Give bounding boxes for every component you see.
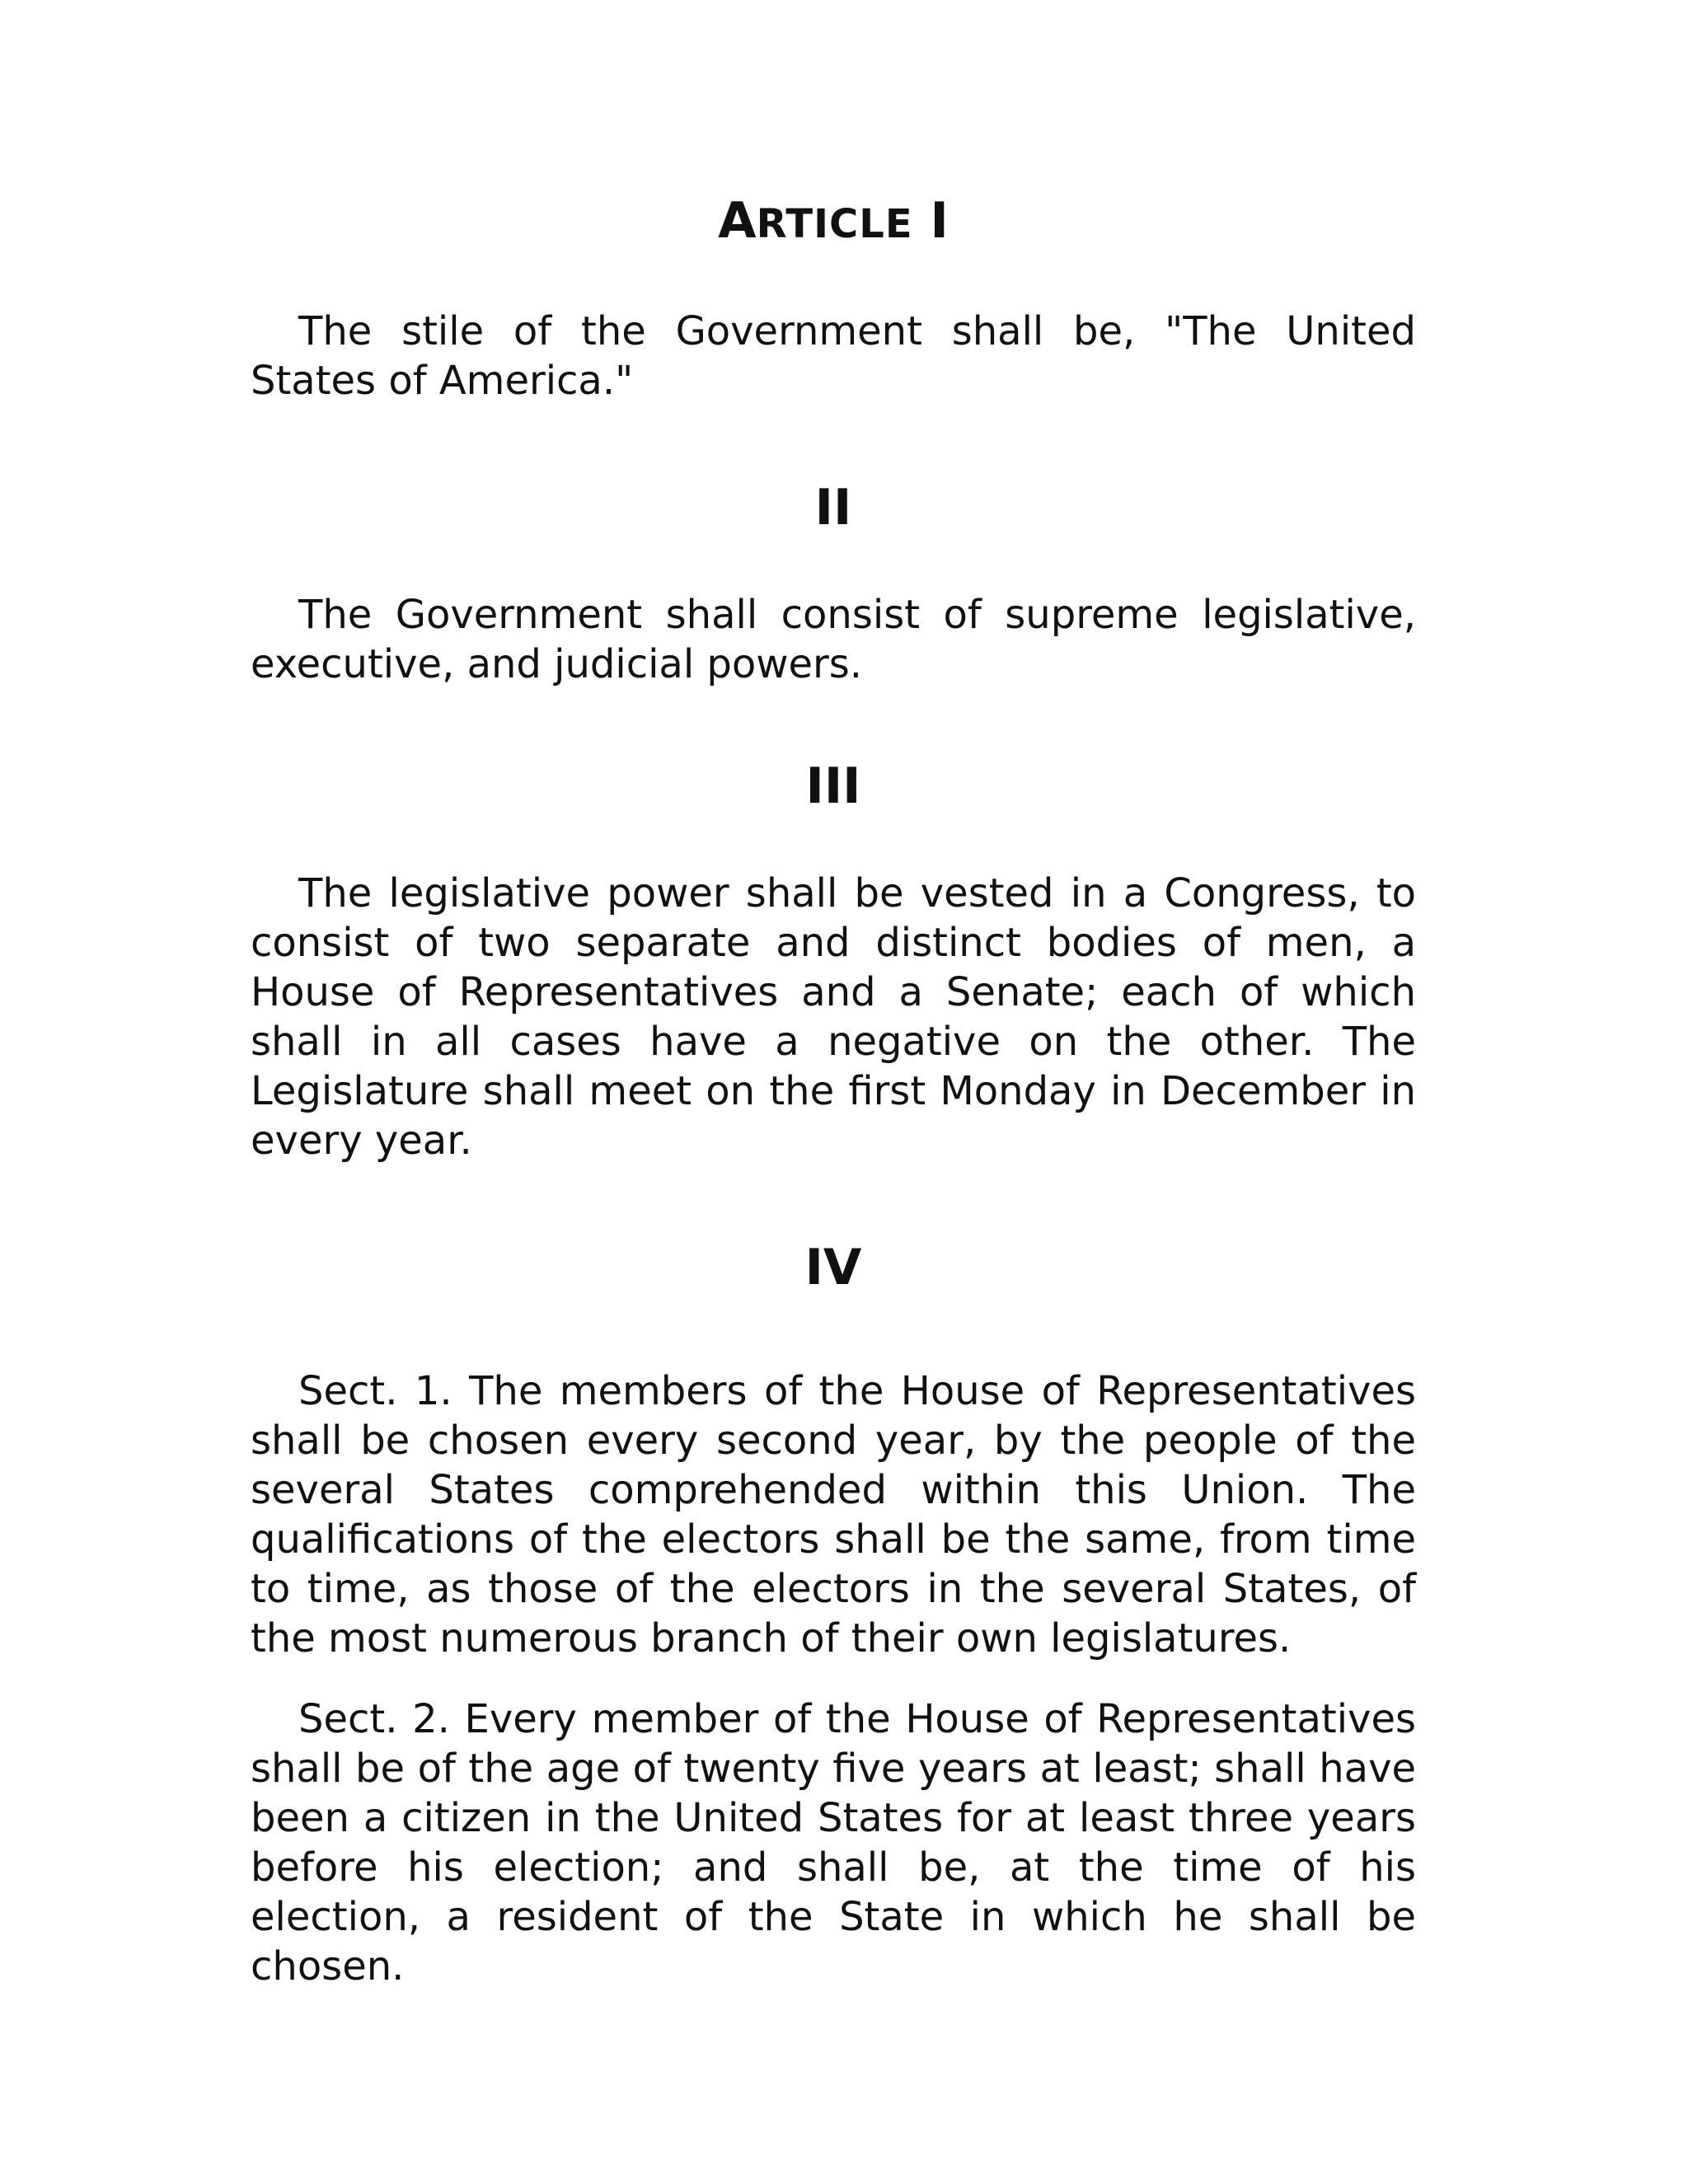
article-3-heading: III — [805, 757, 861, 815]
article-1-heading-numeral: I — [930, 192, 949, 250]
document-page — [251, 190, 1416, 1991]
article-1-heading — [251, 190, 1416, 255]
article-4-section-2: Sect. 2. Every member of the House of Representatives shall be of the age of twenty five years at least; shall have been a citizen in the United States for at least three years before his election; and shall be, at the time of his election, a resident of the State in which he shall be chosen. — [251, 1696, 1416, 1990]
article-4-section-1: Sect. 1. The members of the House of Representatives shall be chosen every second year, by the people of the several States comprehended within this Union. The qualifications of the electors shall be the same, from time to time, as those of the electors in the several States, of the most numerous branch of their own legislatures. — [251, 1368, 1416, 1661]
article-3-text: The legislative power shall be vested in a Congress, to consist of two separate and distinct bodies of men, a House of Representatives and a Senate; each of which shall in all cases have a negative on the other. The Legislature shall meet on the first Monday in December in every year. — [251, 870, 1416, 1164]
article-1-heading-smallcaps: RTICLE — [756, 201, 913, 247]
article-2-text: The Government shall consist of supreme legislative, executive, and judicial powers. — [251, 592, 1416, 687]
article-4-heading: IV — [804, 1239, 862, 1296]
article-1-text: The stile of the Government shall be, "The United States of America." — [251, 308, 1416, 404]
article-2-heading: II — [814, 479, 852, 537]
article-1-heading-initial: A — [718, 192, 757, 250]
